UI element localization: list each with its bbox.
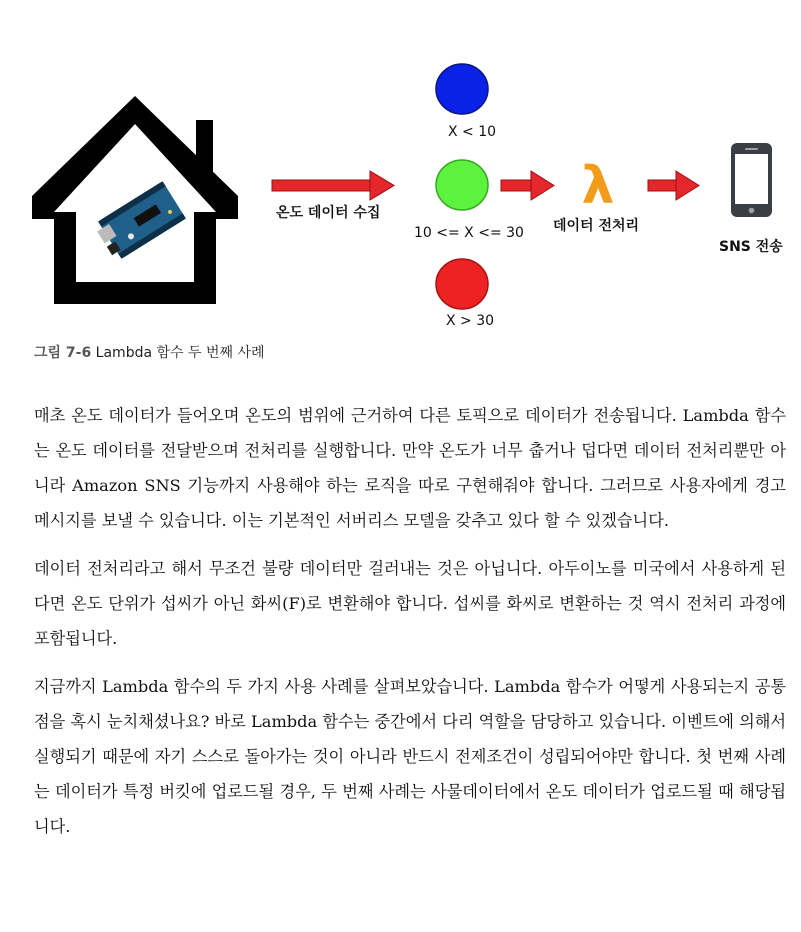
paragraph: 데이터 전처리라고 해서 무조건 불량 데이터만 걸러내는 것은 아닙니다. 아두이노를 미국에서 사용하게 된다면 온도 단위가 섭씨가 아닌 화씨(F)로 변환해야 합니다. 섭씨를 화씨로 변환하는 것 역시 전처리 과정에 포함됩니다. [34,559,786,648]
blue-condition-label: X < 10 [448,124,497,140]
arrow-collect [272,171,394,200]
paragraph: 매초 온도 데이터가 들어오며 온도의 범위에 근거하여 다른 토픽으로 데이터가 전송됩니다. Lambda 함수는 온도 데이터를 전달받으며 전처리를 실행합니다. 만약 온도가 너무 춥거나 덥다면 데이터 전처리뿐만 아니라 Amazon SNS 기능까지 사용해야 하는 로직을 따로 구현해줘야 합니다. 그러므로 사용자에게 경고 메시지를 보낼 수 있습니다. 이는 기본적인 서버리스 모델을 갖추고 있다 할 수 있겠습니다. [34,406,786,530]
arrow-sns [648,171,699,200]
preprocess-label: 데이터 전처리 [553,218,640,234]
caption-number: 그림 7-6 [34,345,92,361]
smartphone-icon [731,143,772,217]
caption-text: Lambda 함수 두 번째 사례 [95,345,265,361]
arduino-board-icon [93,181,186,262]
lambda-icon: λ [581,156,615,216]
figure-diagram [0,0,801,340]
green-circle [436,160,488,210]
sns-label: SNS 전송 [719,239,783,255]
collect-label: 온도 데이터 수집 [276,205,381,221]
body-text [34,398,786,857]
diagram-svg [0,0,801,340]
paragraph: 지금까지 Lambda 함수의 두 가지 사용 사례를 살펴보았습니다. Lambda 함수가 어떻게 사용되는지 공통점을 혹시 눈치채셨나요? 바로 Lambda 함수는 중간에서 다리 역할을 담당하고 있습니다. 이벤트에 의해서 실행되기 때문에 자기 스스로 돌아가는 것이 아니라 반드시 전제조건이 성립되어야만 합니다. 첫 번째 사례는 데이터가 특정 버킷에 업로드될 경우, 두 번째 사례는 사물데이터에서 온도 데이터가 업로드될 때 해당됩니다. [34,677,786,836]
red-circle [436,259,488,309]
figure-caption [34,342,265,362]
arrow-preprocess [501,171,554,200]
blue-circle [436,64,488,114]
red-condition-label: X > 30 [446,313,495,329]
green-condition-label: 10 <= X <= 30 [414,225,524,241]
